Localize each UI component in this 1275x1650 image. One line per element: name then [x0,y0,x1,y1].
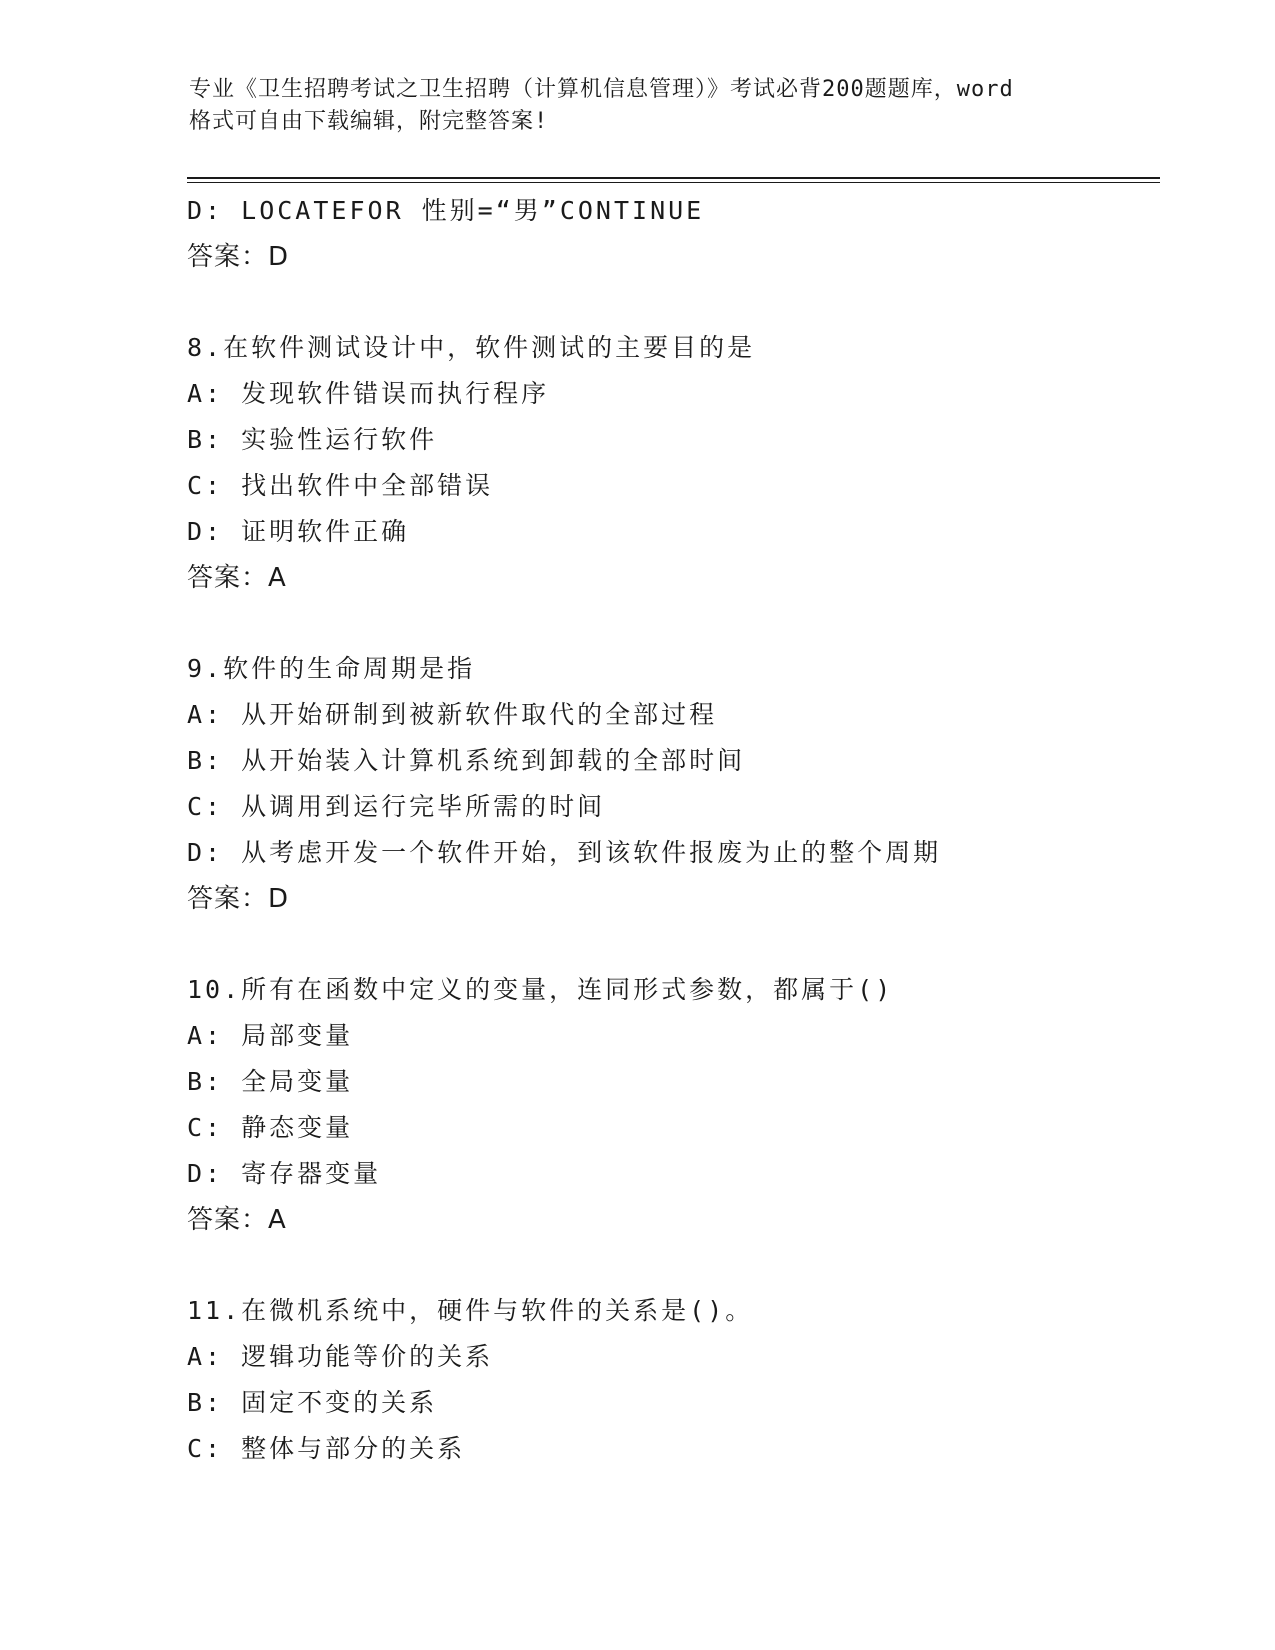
question-stem: 11.在微机系统中，硬件与软件的关系是()。 [187,1296,754,1325]
option-b: B: 全局变量 [187,1067,354,1096]
option-c: C: 从调用到运行完毕所需的时间 [187,792,606,821]
header-rule-thick [187,177,1160,179]
option-d: D: 证明软件正确 [187,517,410,546]
option-b: B: 从开始装入计算机系统到卸载的全部时间 [187,746,746,775]
question-8 [187,325,1187,601]
question-stem: 10.所有在函数中定义的变量，连同形式参数，都属于() [187,975,894,1004]
option-a: A: 发现软件错误而执行程序 [187,379,550,408]
option-c: C: 找出软件中全部错误 [187,471,494,500]
answer: 答案：A [187,1205,287,1235]
option-a: A: 逻辑功能等价的关系 [187,1342,494,1371]
header-line-1: 专业《卫生招聘考试之卫生招聘（计算机信息管理）》考试必背200题题库，word [189,77,1014,102]
question-stem: 9.软件的生命周期是指 [187,654,476,683]
question-11 [187,1288,1187,1472]
answer: 答案：A [187,563,287,593]
question-10 [187,967,1187,1243]
document-body [187,188,1187,1472]
option-d: D: LOCATEFOR 性别=“男”CONTINUE [187,196,705,225]
header-line-2: 格式可自由下载编辑，附完整答案! [189,109,549,134]
option-c: C: 静态变量 [187,1113,354,1142]
option-d: D: 寄存器变量 [187,1159,382,1188]
option-c: C: 整体与部分的关系 [187,1434,466,1463]
answer: 答案：D [187,242,290,272]
option-b: B: 实验性运行软件 [187,425,438,454]
question-9 [187,646,1187,922]
option-a: A: 局部变量 [187,1021,354,1050]
option-a: A: 从开始研制到被新软件取代的全部过程 [187,700,718,729]
question-stem: 8.在软件测试设计中，软件测试的主要目的是 [187,333,756,362]
header-rule-thin [187,182,1160,183]
option-d: D: 从考虑开发一个软件开始，到该软件报废为止的整个周期 [187,838,942,867]
answer: 答案：D [187,884,290,914]
option-b: B: 固定不变的关系 [187,1388,438,1417]
document-header [189,74,1089,138]
